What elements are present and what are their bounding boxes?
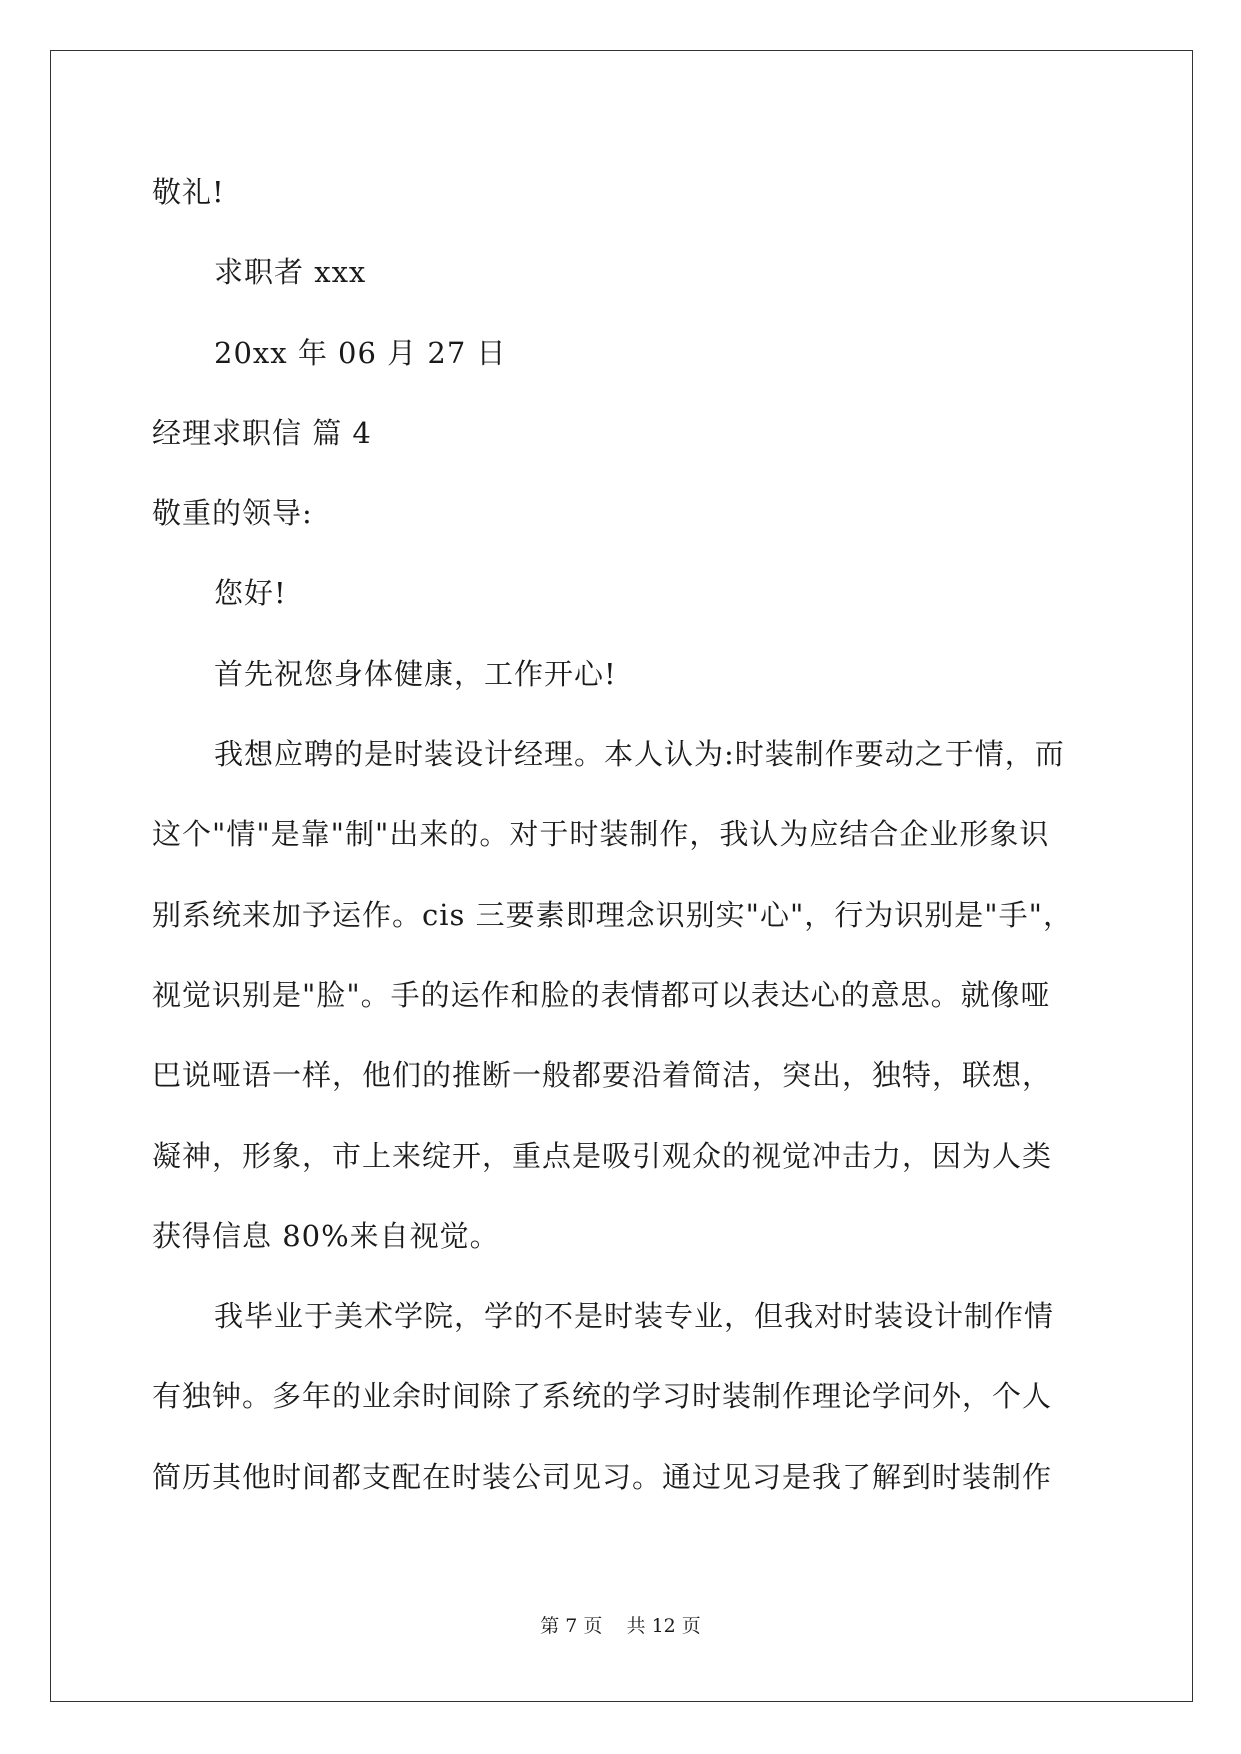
closing-salutation: 敬礼! <box>152 175 225 209</box>
paragraph-line: 凝神，形象，市上来绽开，重点是吸引观众的视觉冲击力，因为人类 <box>152 1139 1053 1173</box>
date-line: 20xx 年 06 月 27 日 <box>214 336 507 370</box>
paragraph-line: 简历其他时间都支配在时装公司见习。通过见习是我了解到时装制作 <box>152 1460 1053 1494</box>
paragraph-line: 首先祝您身体健康，工作开心! <box>214 657 617 691</box>
section-heading: 经理求职信 篇 4 <box>152 416 372 450</box>
page-number-footer: 第 7 页 共 12 页 <box>540 1615 701 1637</box>
paragraph-line: 别系统来加予运作。cis 三要素即理念识别实"心"，行为识别是"手"， <box>152 898 1073 932</box>
paragraph-line: 有独钟。多年的业余时间除了系统的学习时装制作理论学问外，个人 <box>152 1379 1053 1413</box>
greeting-line: 敬重的领导: <box>152 496 313 530</box>
paragraph-line: 我想应聘的是时装设计经理。本人认为:时装制作要动之于情，而 <box>214 737 1065 771</box>
signature-line: 求职者 xxx <box>214 255 367 289</box>
hello-line: 您好! <box>214 576 287 610</box>
paragraph-line: 巴说哑语一样，他们的推断一般都要沿着简洁，突出，独特，联想， <box>152 1058 1053 1092</box>
paragraph-line: 获得信息 80%来自视觉。 <box>152 1219 500 1253</box>
paragraph-line: 我毕业于美术学院，学的不是时装专业，但我对时装设计制作情 <box>214 1299 1055 1333</box>
paragraph-line: 视觉识别是"脸"。手的运作和脸的表情都可以表达心的意思。就像哑 <box>152 978 1051 1012</box>
page-border <box>50 50 1193 1702</box>
paragraph-line: 这个"情"是靠"制"出来的。对于时装制作，我认为应结合企业形象识 <box>152 817 1050 851</box>
